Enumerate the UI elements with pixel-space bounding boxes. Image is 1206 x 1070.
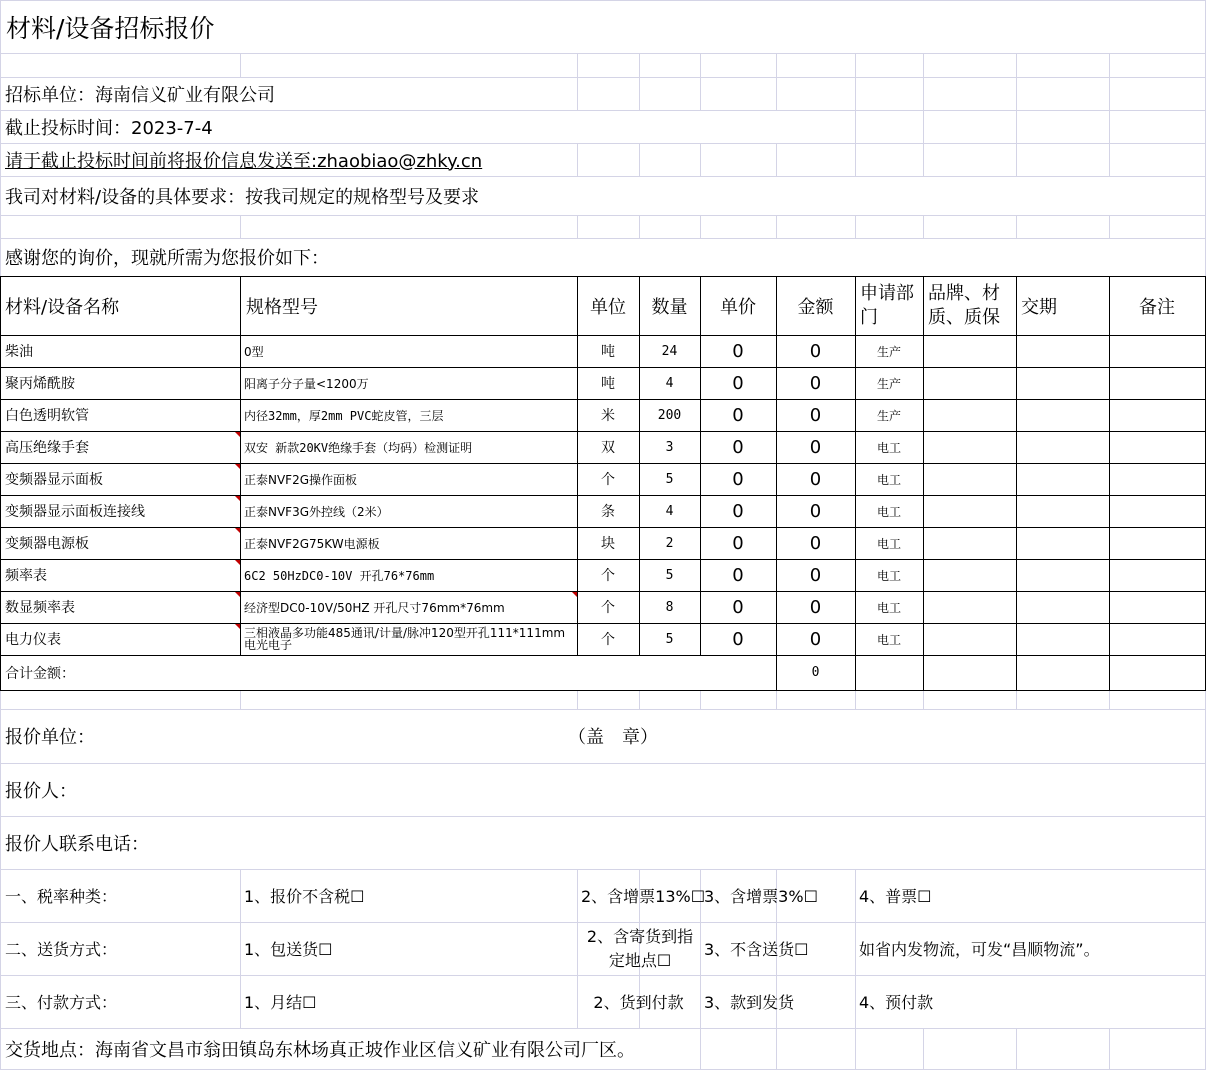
row-unit-price[interactable]: 0 bbox=[732, 372, 744, 394]
row-unit: 个 bbox=[601, 600, 615, 616]
row-unit: 条 bbox=[601, 504, 615, 520]
row-remark-cell[interactable] bbox=[1109, 559, 1205, 591]
row-remark-cell[interactable] bbox=[1109, 335, 1205, 367]
row-material-name: 电力仪表 bbox=[5, 632, 61, 648]
row-unit-price[interactable]: 0 bbox=[732, 628, 744, 650]
row-amount: 0 bbox=[809, 596, 822, 618]
row-department: 生产 bbox=[876, 408, 901, 423]
row-department: 电工 bbox=[876, 536, 901, 551]
comment-indicator bbox=[572, 592, 577, 597]
row-spec: 内径32mm，厚2mm PVC蛇皮管，三层 bbox=[244, 408, 444, 423]
row-unit-price[interactable]: 0 bbox=[732, 596, 744, 618]
row-spec: 正泰NVF3G外控线（2米） bbox=[244, 504, 389, 519]
row-department: 生产 bbox=[876, 344, 901, 359]
row-brand-cell[interactable] bbox=[923, 335, 1016, 367]
page-title: 材料/设备招标报价 bbox=[6, 13, 215, 43]
row-remark-cell[interactable] bbox=[1109, 623, 1205, 655]
column-header: 交期 bbox=[1021, 296, 1057, 318]
row-spec: 正泰NVF2G75KW电源板 bbox=[244, 536, 380, 551]
row-delivery-time-cell[interactable] bbox=[1016, 367, 1109, 399]
quote-person-label: 报价人： bbox=[5, 780, 77, 802]
delivery-address: 交货地点：海南省文昌市翁田镇岛东林场真正坡作业区信义矿业有限公司厂区。 bbox=[5, 1039, 635, 1061]
delivery-label: 二、送货方式： bbox=[5, 940, 118, 959]
row-remark-cell[interactable] bbox=[1109, 591, 1205, 623]
row-unit: 块 bbox=[601, 536, 615, 552]
quote-company-label: 报价单位： bbox=[5, 727, 95, 748]
row-material-name: 柴油 bbox=[5, 344, 33, 360]
row-brand-cell[interactable] bbox=[923, 495, 1016, 527]
row-brand-cell[interactable] bbox=[923, 399, 1016, 431]
column-header: 规格型号 bbox=[246, 296, 318, 318]
row-material-name: 数显频率表 bbox=[5, 600, 75, 616]
comment-indicator bbox=[235, 496, 240, 501]
row-amount: 0 bbox=[809, 500, 822, 522]
row-brand-cell[interactable] bbox=[923, 527, 1016, 559]
quote-phone-label: 报价人联系电话： bbox=[5, 833, 149, 855]
row-remark-cell[interactable] bbox=[1109, 495, 1205, 527]
tax-option-3[interactable]: 3、含增票3%☐ bbox=[704, 887, 818, 906]
row-spec: 6C2 50HzDC0-10V 开孔76*76mm bbox=[244, 568, 435, 583]
row-unit: 米 bbox=[601, 408, 615, 424]
comment-indicator bbox=[235, 624, 240, 629]
row-unit-price[interactable]: 0 bbox=[732, 404, 744, 426]
row-unit: 个 bbox=[601, 472, 615, 488]
row-material-name: 高压绝缘手套 bbox=[5, 440, 89, 456]
row-brand-cell[interactable] bbox=[923, 623, 1016, 655]
row-amount: 0 bbox=[809, 628, 822, 650]
comment-indicator bbox=[235, 464, 240, 469]
row-quantity: 5 bbox=[665, 631, 674, 647]
bid-deadline: 截止投标时间：2023-7-4 bbox=[5, 117, 213, 139]
row-quantity: 4 bbox=[665, 375, 674, 391]
total-label: 合计金额： bbox=[5, 665, 75, 682]
row-department: 电工 bbox=[876, 632, 901, 647]
row-material-name: 变频器显示面板连接线 bbox=[5, 504, 145, 520]
row-spec: 三相液晶多功能485通讯/计量/脉冲120型开孔111*111mm 电光电子 bbox=[244, 626, 566, 652]
row-brand-cell[interactable] bbox=[923, 431, 1016, 463]
row-delivery-time-cell[interactable] bbox=[1016, 463, 1109, 495]
payment-option-2[interactable]: 2、货到付款 bbox=[593, 993, 684, 1012]
row-delivery-time-cell[interactable] bbox=[1016, 335, 1109, 367]
total-value: 0 bbox=[811, 665, 820, 680]
row-quantity: 4 bbox=[665, 503, 674, 519]
row-quantity: 5 bbox=[665, 567, 674, 583]
column-header: 金额 bbox=[797, 296, 834, 318]
payment-option-3[interactable]: 3、款到发货 bbox=[704, 993, 795, 1012]
row-department: 生产 bbox=[876, 376, 901, 391]
grid-row-line bbox=[0, 215, 1206, 216]
row-delivery-time-cell[interactable] bbox=[1016, 527, 1109, 559]
comment-indicator bbox=[235, 560, 240, 565]
row-remark-cell[interactable] bbox=[1109, 367, 1205, 399]
tax-option-2[interactable]: 2、含增票13%☐ bbox=[581, 887, 706, 906]
row-quantity: 2 bbox=[665, 535, 674, 551]
row-unit: 双 bbox=[601, 440, 615, 456]
row-department: 电工 bbox=[876, 504, 901, 519]
row-quantity: 8 bbox=[665, 599, 674, 615]
row-brand-cell[interactable] bbox=[923, 463, 1016, 495]
row-amount: 0 bbox=[809, 404, 822, 426]
row-spec: 经济型DC0-10V/50HZ 开孔尺寸76mm*76mm bbox=[244, 600, 505, 615]
comment-indicator bbox=[235, 592, 240, 597]
row-spec: 0型 bbox=[244, 344, 264, 359]
tax-option-4[interactable]: 4、普票☐ bbox=[859, 887, 932, 906]
row-brand-cell[interactable] bbox=[923, 559, 1016, 591]
row-material-name: 频率表 bbox=[5, 568, 47, 584]
row-material-name: 变频器电源板 bbox=[5, 536, 89, 552]
tax-label: 一、税率种类： bbox=[5, 887, 118, 906]
row-amount: 0 bbox=[809, 372, 822, 394]
row-unit-price[interactable]: 0 bbox=[732, 468, 744, 490]
row-unit-price[interactable]: 0 bbox=[732, 564, 744, 586]
delivery-option-1[interactable]: 1、包送货☐ bbox=[244, 940, 333, 959]
row-material-name: 白色透明软管 bbox=[5, 408, 89, 424]
row-remark-cell[interactable] bbox=[1109, 399, 1205, 431]
row-material-name: 聚丙烯酰胺 bbox=[5, 376, 75, 392]
row-remark-cell[interactable] bbox=[1109, 527, 1205, 559]
row-unit: 个 bbox=[601, 568, 615, 584]
row-department: 电工 bbox=[876, 440, 901, 455]
comment-indicator bbox=[235, 432, 240, 437]
row-unit-price[interactable]: 0 bbox=[732, 436, 744, 458]
row-unit: 个 bbox=[601, 632, 615, 648]
email-instruction[interactable]: 请于截止投标时间前将报价信息发送至:zhaobiao@zhky.cn bbox=[5, 150, 483, 172]
grid-row-line bbox=[0, 53, 1206, 54]
row-brand-cell[interactable] bbox=[923, 591, 1016, 623]
column-header: 单价 bbox=[720, 296, 756, 318]
row-unit-price[interactable]: 0 bbox=[732, 500, 744, 522]
payment-label: 三、付款方式： bbox=[5, 993, 118, 1012]
row-quantity: 3 bbox=[665, 439, 674, 455]
row-quantity: 5 bbox=[665, 471, 674, 487]
row-amount: 0 bbox=[809, 532, 822, 554]
table-border bbox=[0, 276, 1, 690]
row-delivery-time-cell[interactable] bbox=[1016, 399, 1109, 431]
row-unit-price[interactable]: 0 bbox=[732, 532, 744, 554]
delivery-option-2[interactable]: 2、含寄货到指定地点☐ bbox=[586, 926, 694, 970]
row-amount: 0 bbox=[809, 468, 822, 490]
row-department: 电工 bbox=[876, 472, 901, 487]
row-remark-cell[interactable] bbox=[1109, 431, 1205, 463]
row-quantity: 200 bbox=[657, 407, 682, 423]
row-department: 电工 bbox=[876, 568, 901, 583]
row-delivery-time-cell[interactable] bbox=[1016, 623, 1109, 655]
material-requirement: 我司对材料/设备的具体要求：按我司规定的规格型号及要求 bbox=[5, 186, 480, 208]
row-brand-cell[interactable] bbox=[923, 367, 1016, 399]
row-remark-cell[interactable] bbox=[1109, 463, 1205, 495]
delivery-option-3[interactable]: 3、不含送货☐ bbox=[704, 940, 809, 959]
column-header: 备注 bbox=[1139, 296, 1175, 318]
column-header: 材料/设备名称 bbox=[5, 296, 120, 318]
row-delivery-time-cell[interactable] bbox=[1016, 559, 1109, 591]
seal-label: （盖 章） bbox=[568, 727, 658, 748]
row-amount: 0 bbox=[809, 436, 822, 458]
row-unit: 吨 bbox=[601, 344, 615, 360]
table-border bbox=[240, 276, 241, 690]
row-amount: 0 bbox=[809, 340, 822, 362]
bid-organization: 招标单位：海南信义矿业有限公司 bbox=[5, 84, 275, 106]
row-delivery-time-cell[interactable] bbox=[1016, 431, 1109, 463]
row-material-name: 变频器显示面板 bbox=[5, 472, 103, 488]
row-quantity: 24 bbox=[661, 343, 678, 359]
row-delivery-time-cell[interactable] bbox=[1016, 495, 1109, 527]
row-spec: 阳离子分子量<1200万 bbox=[244, 376, 369, 391]
column-header: 数量 bbox=[651, 296, 688, 318]
row-department: 电工 bbox=[876, 600, 901, 615]
row-spec: 正泰NVF2G操作面板 bbox=[244, 472, 358, 487]
row-unit: 吨 bbox=[601, 376, 615, 392]
comment-indicator bbox=[235, 528, 240, 533]
row-amount: 0 bbox=[809, 564, 822, 586]
delivery-note: 如省内发物流，可发“昌顺物流”。 bbox=[859, 940, 1100, 959]
table-border bbox=[0, 655, 1, 690]
column-header: 申请部门 bbox=[860, 282, 914, 328]
column-header: 品牌、材质、质保 bbox=[928, 282, 1000, 328]
tax-option-1[interactable]: 1、报价不含税☐ bbox=[244, 887, 365, 906]
payment-option-4[interactable]: 4、预付款 bbox=[859, 993, 934, 1012]
row-unit-price[interactable]: 0 bbox=[732, 340, 744, 362]
table-border bbox=[0, 690, 1206, 691]
column-header: 单位 bbox=[590, 296, 626, 318]
row-spec: 双安 新款20KV绝缘手套（均码）检测证明 bbox=[244, 440, 473, 455]
quote-intro: 感谢您的询价，现就所需为您报价如下： bbox=[5, 248, 329, 269]
payment-option-1[interactable]: 1、月结☐ bbox=[244, 993, 317, 1012]
row-delivery-time-cell[interactable] bbox=[1016, 591, 1109, 623]
